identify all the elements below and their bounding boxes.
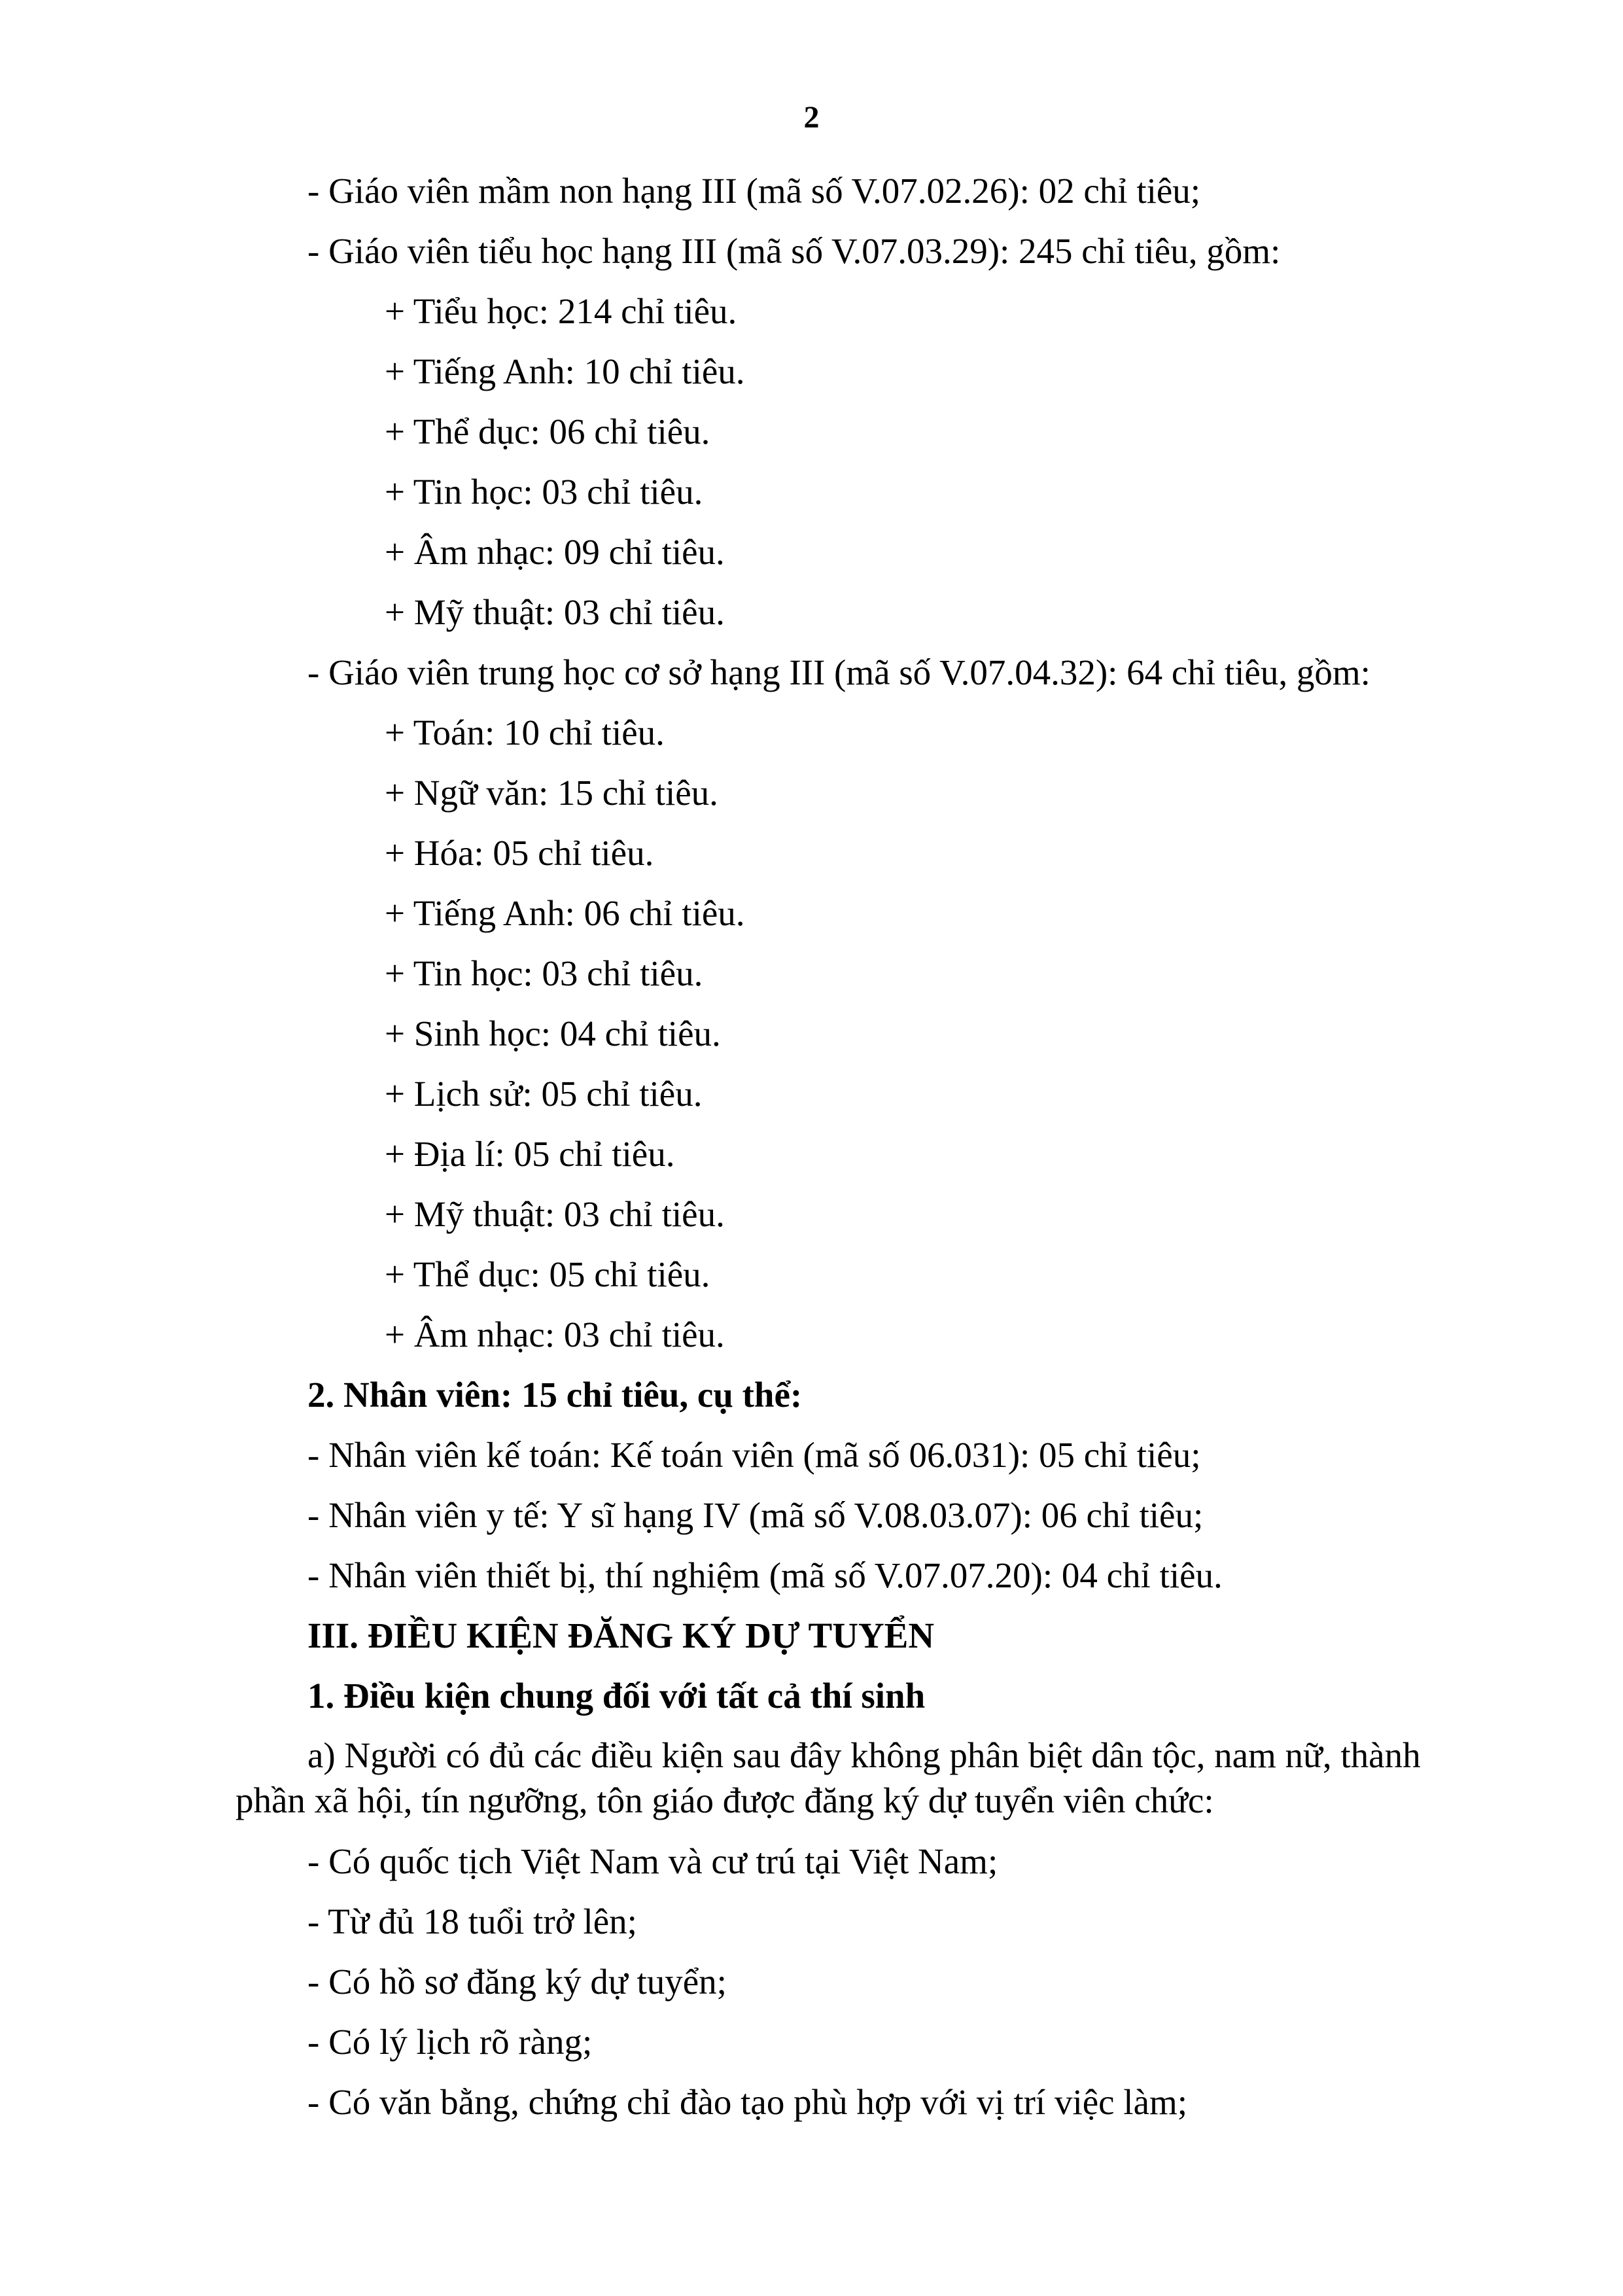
sub-list-item: + Ngữ văn: 15 chỉ tiêu. [385, 773, 718, 813]
sub-list-item: + Mỹ thuật: 03 chỉ tiêu. [385, 592, 725, 632]
sub-list-item: + Tiếng Anh: 06 chỉ tiêu. [385, 893, 745, 933]
sub-list-item: + Thể dục: 05 chỉ tiêu. [385, 1254, 710, 1294]
section-heading: 1. Điều kiện chung đối với tất cả thí sinh [307, 1676, 926, 1716]
list-item: - Nhân viên y tế: Y sĩ hạng IV (mã số V.08.03.07): 06 chỉ tiêu; [307, 1495, 1204, 1535]
page-number: 2 [803, 100, 820, 135]
sub-list-item: + Âm nhạc: 09 chỉ tiêu. [385, 532, 725, 572]
sub-list-item: + Tin học: 03 chỉ tiêu. [385, 472, 703, 512]
section-heading: 2. Nhân viên: 15 chỉ tiêu, cụ thể: [307, 1375, 803, 1415]
sub-list-item: + Âm nhạc: 03 chỉ tiêu. [385, 1315, 725, 1354]
list-item: - Từ đủ 18 tuổi trở lên; [307, 1901, 637, 1941]
document-body [236, 161, 1478, 2132]
sub-list-item: + Sinh học: 04 chỉ tiêu. [385, 1014, 721, 1053]
section-heading: III. ĐIỀU KIỆN ĐĂNG KÝ DỰ TUYỂN [307, 1616, 935, 1655]
list-item: - Có quốc tịch Việt Nam và cư trú tại Việt Nam; [307, 1841, 998, 1881]
list-item: - Nhân viên thiết bị, thí nghiệm (mã số V.07.07.20): 04 chỉ tiêu. [307, 1555, 1223, 1595]
sub-list-item: + Lịch sử: 05 chỉ tiêu. [385, 1074, 703, 1114]
list-item: - Nhân viên kế toán: Kế toán viên (mã số 06.031): 05 chỉ tiêu; [307, 1435, 1201, 1475]
sub-list-item: + Hóa: 05 chỉ tiêu. [385, 833, 654, 873]
list-item: - Có hồ sơ đăng ký dự tuyển; [307, 1962, 727, 2002]
sub-list-item: + Thể dục: 06 chỉ tiêu. [385, 412, 710, 451]
list-item: - Có lý lịch rõ ràng; [307, 2022, 593, 2062]
list-item: - Giáo viên trung học cơ sở hạng III (mã số V.07.04.32): 64 chỉ tiêu, gồm: [307, 652, 1370, 692]
list-item: - Giáo viên mầm non hạng III (mã số V.07.02.26): 02 chỉ tiêu; [307, 171, 1201, 211]
sub-list-item: + Tiểu học: 214 chỉ tiêu. [385, 291, 737, 331]
sub-list-item: + Mỹ thuật: 03 chỉ tiêu. [385, 1194, 725, 1234]
sub-list-item: + Tiếng Anh: 10 chỉ tiêu. [385, 351, 745, 391]
sub-list-item: + Tin học: 03 chỉ tiêu. [385, 953, 703, 993]
list-item: - Giáo viên tiểu học hạng III (mã số V.07.03.29): 245 chỉ tiêu, gồm: [307, 231, 1281, 271]
list-item: - Có văn bằng, chứng chỉ đào tạo phù hợp với vị trí việc làm; [307, 2082, 1188, 2122]
paragraph: a) Người có đủ các điều kiện sau đây không phân biệt dân tộc, nam nữ, thành phần xã hội, tín ngưỡng, tôn giáo được đăng ký dự tuyển viên chức: [236, 1735, 1421, 1820]
sub-list-item: + Toán: 10 chỉ tiêu. [385, 713, 665, 752]
sub-list-item: + Địa lí: 05 chỉ tiêu. [385, 1134, 675, 1174]
